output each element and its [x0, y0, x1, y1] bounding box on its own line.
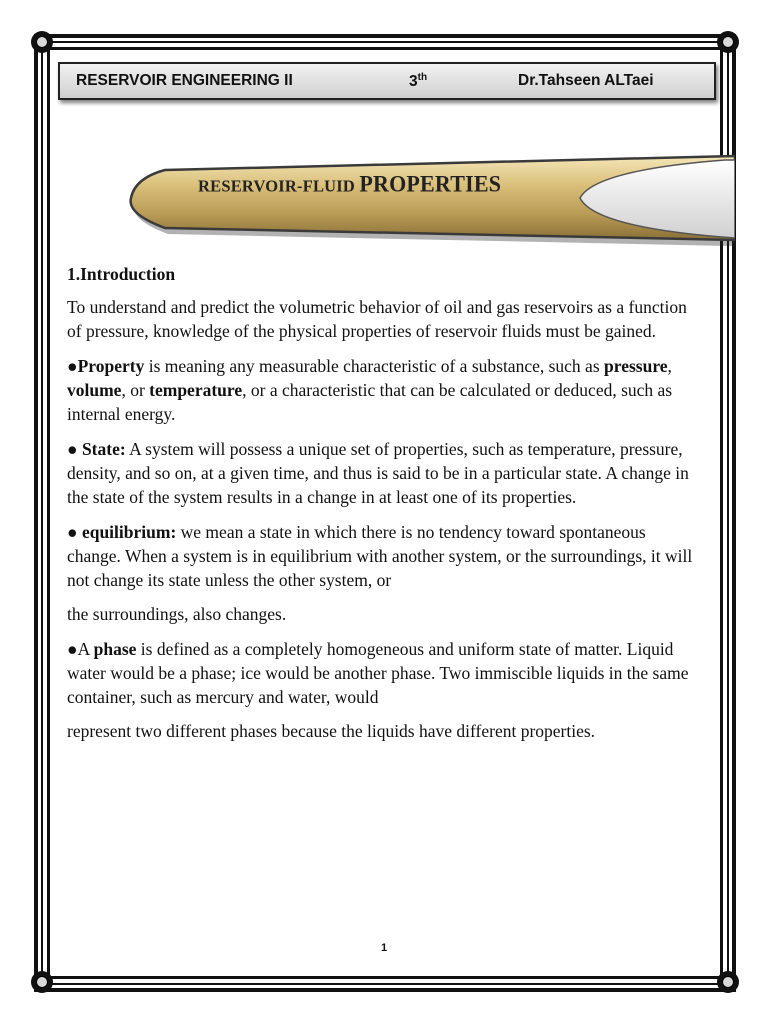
intro-paragraph: To understand and predict the volumetric behavior of oil and gas reservoirs as a function of pressure, knowledge of the physical properties of reservoir fluids must be gained.: [67, 297, 687, 341]
banner-title-part1: RESERVOIR-FLUID: [198, 175, 360, 196]
term-pressure: pressure: [604, 356, 668, 376]
term-state: State:: [81, 439, 126, 459]
document-body: [67, 262, 703, 754]
stage-suffix: th: [417, 72, 428, 83]
frame-bottom-inner: [46, 976, 724, 979]
page-number: 1: [380, 942, 388, 954]
title-banner: [125, 150, 735, 250]
frame-corner-bottom-left: [31, 971, 53, 993]
banner-title: [198, 170, 501, 197]
equilibrium-paragraph: [67, 520, 703, 592]
state-paragraph: [67, 437, 703, 509]
phase-paragraph-cont: represent two different phases because the liquids have different properties.: [67, 721, 596, 741]
property-paragraph: [67, 354, 703, 426]
frame-left-mid: [41, 40, 43, 986]
property-text-2: , or a characteristic that can be calculated or deduced, such as internal energy.: [67, 380, 673, 424]
frame-bottom-mid: [40, 983, 730, 985]
frame-left-inner: [47, 46, 50, 980]
bullet-icon: ●A: [67, 639, 94, 659]
sep-1: ,: [667, 356, 672, 376]
term-volume: volume: [67, 380, 122, 400]
phase-text: is defined as a completely homogeneous and uniform state of matter. Liquid water would be a phase; ice would be another phase. Two immiscible liquids in the same container, such as mercury and water, would: [67, 639, 689, 707]
term-property: Property: [77, 356, 145, 376]
frame-bottom-outer: [34, 988, 736, 992]
property-text-1: is meaning any measurable characteristic of a substance, such as: [144, 356, 605, 376]
bullet-icon: ●: [67, 522, 82, 542]
frame-corner-bottom-right: [717, 971, 739, 993]
page-header: [58, 62, 716, 100]
equilibrium-paragraph-cont: the surroundings, also changes.: [67, 604, 287, 624]
term-equilibrium: equilibrium:: [81, 522, 177, 542]
author-name: Dr.Tahseen ALTaei: [518, 72, 654, 89]
equilibrium-text: we mean a state in which there is no tendency toward spontaneous change. When a system is in equilibrium with another system, or the surroundings, it will not change its state unless the other system, or: [67, 522, 693, 590]
bullet-icon: ●: [67, 439, 82, 459]
banner-title-part2: PROPERTIES: [359, 170, 502, 197]
frame-corner-top-left: [31, 31, 53, 53]
phase-paragraph: [67, 637, 703, 709]
sep-2: , or: [121, 380, 150, 400]
frame-corner-top-right: [717, 31, 739, 53]
bullet-icon: ●: [67, 356, 78, 376]
term-phase: phase: [93, 639, 137, 659]
frame-left-outer: [34, 34, 38, 992]
stage-label: [409, 72, 427, 91]
section-heading: 1.Introduction: [67, 264, 176, 284]
frame-top-mid: [40, 41, 730, 43]
state-text: A system will possess a unique set of properties, such as temperature, pressure, density, and so on, at a given time, and thus is said to be in a particular state. A change in the state of the system results in a change in at least one of its properties.: [67, 439, 689, 507]
course-title: RESERVOIR ENGINEERING II: [76, 72, 293, 89]
frame-top-inner: [46, 47, 724, 50]
term-temperature: temperature: [149, 380, 243, 400]
frame-top-outer: [34, 34, 736, 38]
stage-number: 3: [409, 73, 418, 91]
